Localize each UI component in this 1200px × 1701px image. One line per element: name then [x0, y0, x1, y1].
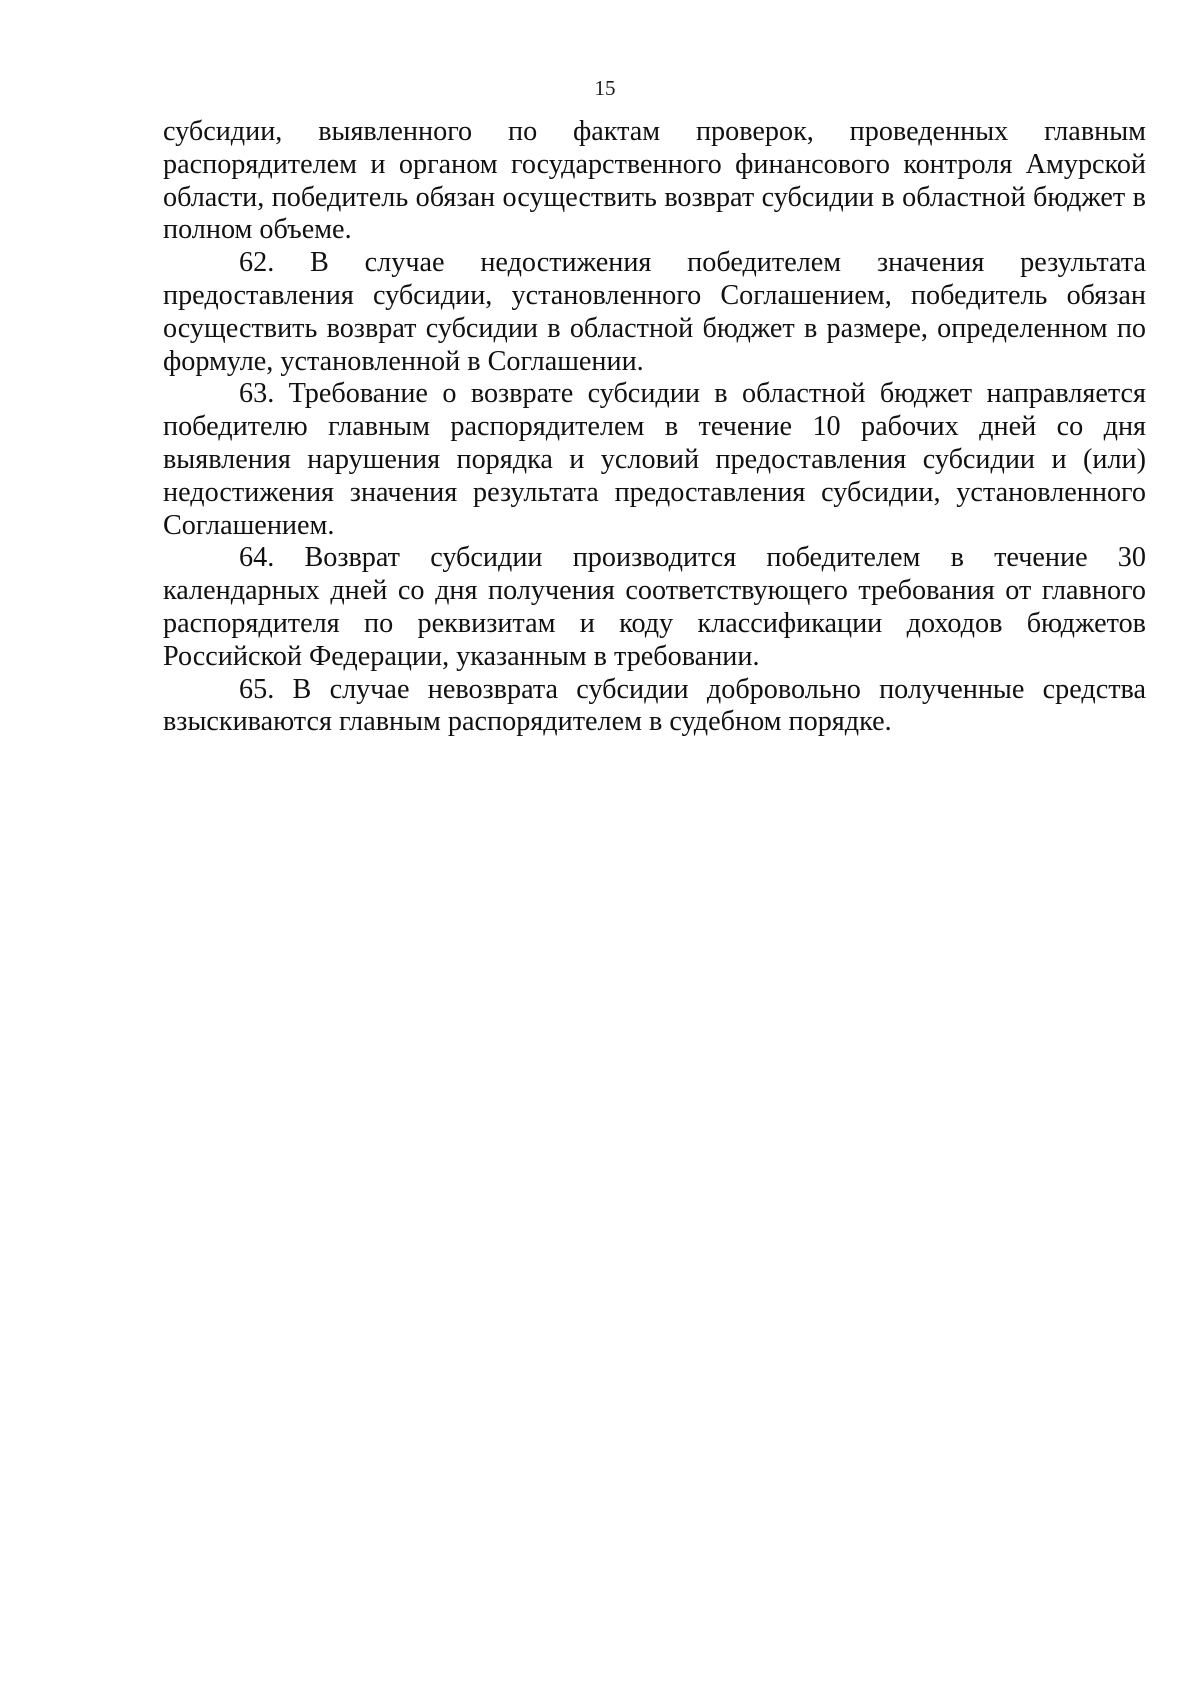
paragraph-63: 63. Требование о возврате субсидии в областной бюджет направляется победителю главным распорядителем в течение 10 рабочих дней со дня выявления нарушения порядка и условий предоставления субсидии и (или) недостижения значения результата предоставления субсидии, установленного Соглашением. [163, 378, 1146, 541]
paragraph-62: 62. В случае недостижения победителем значения результата предоставления субсидии, установленного Соглашением, победитель обязан осуществить возврат субсидии в областной бюджет в размере, определенном по формуле, установленной в Соглашении. [163, 247, 1146, 377]
paragraph-64: 64. Возврат субсидии производится победителем в течение 30 календарных дней со дня получения соответствующего требования от главного распорядителя по реквизитам и коду классификации доходов бюджетов Российской Федерации, указанным в требовании. [163, 542, 1146, 672]
paragraph-continuation: субсидии, выявленного по фактам проверок, проведенных главным распорядителем и органом государственного финансового контроля Амурской области, победитель обязан осуществить возврат субсидии в областной бюджет в полном объеме. [163, 116, 1146, 246]
document-body [163, 116, 1146, 739]
paragraph-65: 65. В случае невозврата субсидии добровольно полученные средства взыскиваются главным распорядителем в судебном порядке. [163, 673, 1146, 738]
page-number: 15 [594, 76, 616, 100]
